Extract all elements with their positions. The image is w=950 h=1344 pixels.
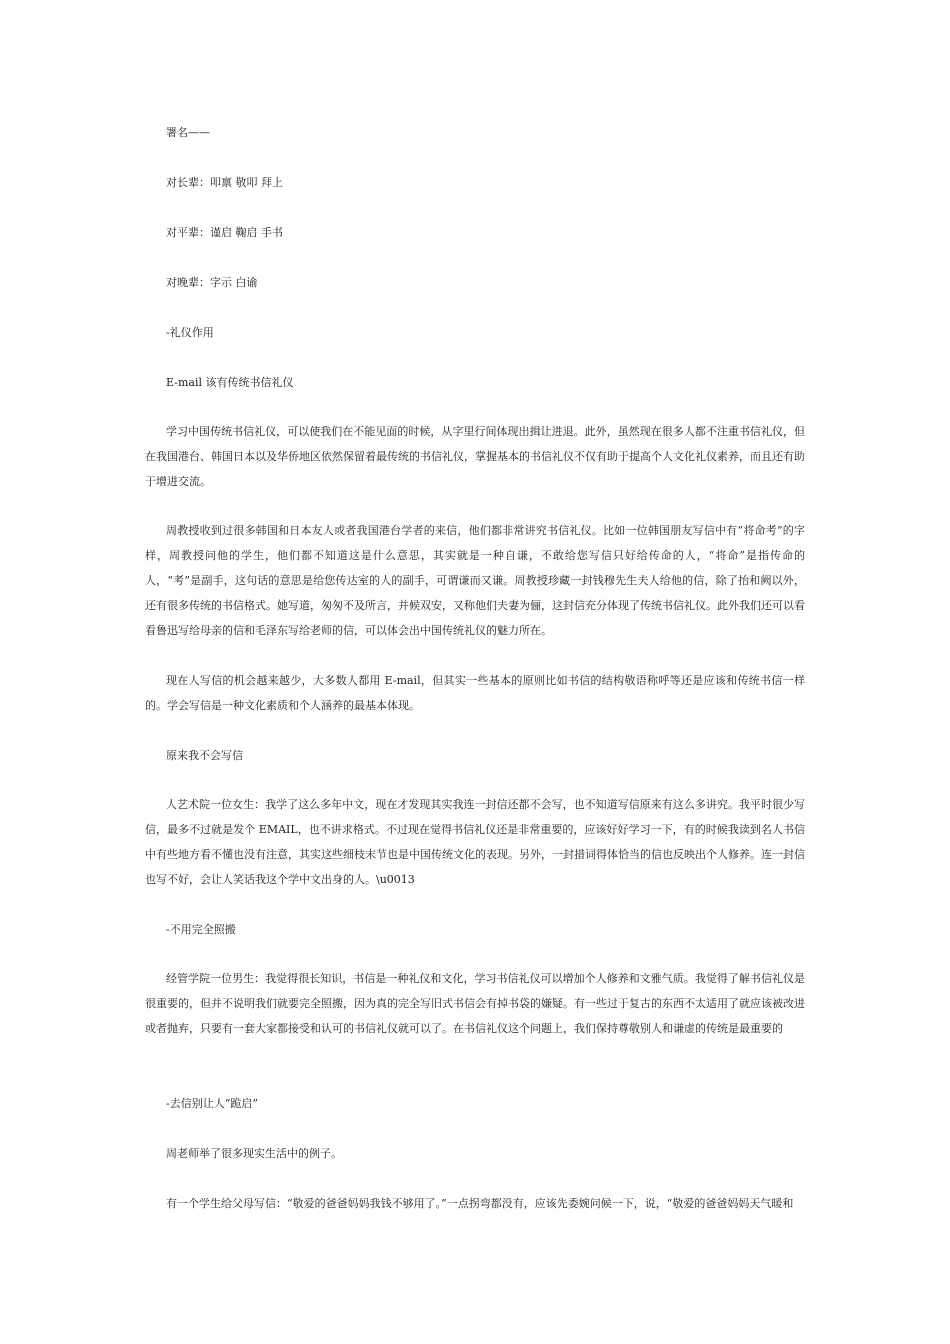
paragraph-management-student: 经管学院一位男生：我觉得很长知识，书信是一种礼仪和文化，学习书信礼仪可以增加个人修养和文雅气质。我觉得了解书信礼仪是很重要的，但并不说明我们就要完全照搬，因为真的完全写旧式书信会有掉书袋的嫌疑。有一些过于复古的东西不太适用了就应该被改进或者抛弃，只要有一套大家都接受和认可的书信礼仪就可以了。在书信礼仪这个问题上，我们保持尊敬别人和谦虚的传统是最重要的 bbox=[145, 972, 805, 1035]
closing-to-juniors: 对晚辈：字示 白谕 bbox=[166, 276, 258, 289]
paragraph-arts-student: 人艺术院一位女生：我学了这么多年中文，现在才发现其实我连一封信还都不会写，也不知道写信原来有这么多讲究。我平时很少写信，最多不过就是发个 EMAIL，也不讲求格式。不过现在觉得书信礼仪还是非常重要的，应该好好学习一下，有的时候我读到名人书信中有些地方看不懂也没有注意，其实这些细枝末节也是中国传统文化的表现。另外，一封措词得体恰当的信也反映出个人修养。连一封信也写不好，会让人笑话我这个学中文出身的人。\u0013 bbox=[145, 798, 805, 886]
paragraph-email-era: 现在人写信的机会越来越少，大多数人都用 E-mail，但其实一些基本的原则比如书信的结构敬语称呼等还是应该和传统书信一样的。学会写信是一种文化素质和个人涵养的最基本体现。 bbox=[145, 674, 805, 712]
section-heading-no-copy: -不用完全照搬 bbox=[166, 923, 236, 936]
paragraph-zhou-examples: 周老师举了很多现实生活中的例子。 bbox=[166, 1147, 342, 1160]
paragraph-student-letter-example: 有一个学生给父母写信：“敬爱的爸爸妈妈我钱不够用了。”一点拐弯都没有，应该先委婉问候一下，说，“敬爱的爸爸妈妈天气暖和 bbox=[166, 1197, 794, 1210]
closing-to-elders: 对长辈：叩禀 敬叩 拜上 bbox=[166, 176, 283, 189]
section-heading-kneel: -去信别让人“跪启” bbox=[166, 1097, 258, 1110]
signature-heading: 署名—— bbox=[166, 126, 210, 139]
section-heading-etiquette-role: -礼仪作用 bbox=[166, 326, 214, 339]
heading-cannot-write-letters: 原来我不会写信 bbox=[166, 749, 243, 762]
email-heading: E-mail 该有传统书信礼仪 bbox=[166, 376, 294, 389]
paragraph-learning-etiquette: 学习中国传统书信礼仪，可以使我们在不能见面的时候，从字里行间体现出揖让进退。此外，虽然现在很多人都不注重书信礼仪，但在我国港台、韩国日本以及华侨地区依然保留着最传统的书信礼仪，掌握基本的书信礼仪不仅有助于提高个人文化礼仪素养，而且还有助于增进交流。 bbox=[145, 425, 805, 488]
paragraph-professor-zhou-letters: 周教授收到过很多韩国和日本友人或者我国港台学者的来信，他们都非常讲究书信礼仪。比如一位韩国朋友写信中有“将命考”的字样，周教授问他的学生，他们都不知道这是什么意思，其实就是一种自谦，不敢给您写信只好给传命的人，“将命”是指传命的人，“考”是副手，这句话的意思是给您传达室的人的副手，可谓谦而又谦。周教授珍藏一封钱穆先生夫人给他的信，除了抬和阙以外，还有很多传统的书信格式。她写道，匆匆不及所言，并候双安，又称他们夫妻为俪，这封信充分体现了传统书信礼仪。此外我们还可以看看鲁迅写给母亲的信和毛泽东写给老师的信，可以体会出中国传统礼仪的魅力所在。 bbox=[145, 524, 805, 637]
closing-to-peers: 对平辈：谨启 鞠启 手书 bbox=[166, 226, 283, 239]
